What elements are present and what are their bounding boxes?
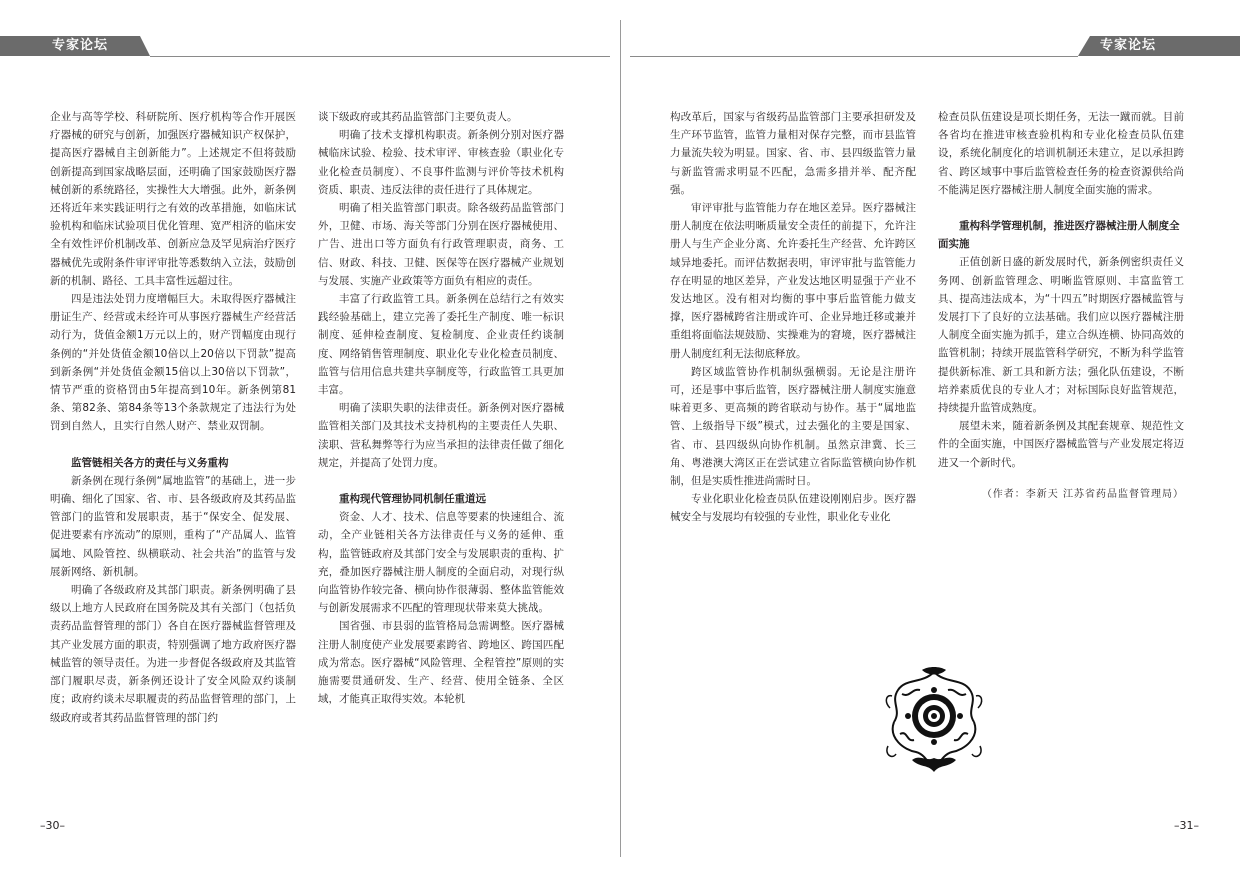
left-column-2 [318, 108, 564, 709]
paragraph: 明确了各级政府及其部门职责。新条例明确了县级以上地方人民政府在国务院及其有关部门（包括负责药品监督管理的部门）各自在医疗器械监督管理及其产业发展方面的职责，特别强调了地方政府医疗器械监管的领导责任。为进一步督促各级政府及其监管部门履职尽责，新条例还设计了安全风险双约谈制度；政府约谈未尽职履责的药品监督管理的部门，上级政府或者其药品监督管理的部门约 [50, 584, 296, 724]
paragraph: 正值创新日盛的新发展时代，新条例密织责任义务网、创新监管理念、明晰监管原则、丰富监管工具、提高违法成本，为“十四五”时期医疗器械监管与发展打下了良好的立法基础。我们应以医疗器械注册人制度全面实施为抓手，建立合纵连横、协同高效的监管机制；持续开展监管科学研究，不断为科学监管提供新标准、新工具和新方法；强化队伍建设，不断培养素质优良的专业人才；对标国际良好监管规范，持续提升监管成熟度。 [938, 256, 1184, 415]
section-heading: 监管链相关各方的责任与义务重构 [71, 456, 229, 469]
paragraph: 专业化职业化检查员队伍建设刚刚启步。医疗器械安全与发展均有较强的专业性，职业化专业化 [670, 493, 916, 524]
paragraph: 谈下级政府或其药品监管部门主要负责人。 [318, 111, 518, 123]
paragraph: 展望未来，随着新条例及其配套规章、规范性文件的全面实施，中国医疗器械监管与产业发展定将迈进又一个新时代。 [938, 420, 1184, 469]
right-column-2 [938, 108, 1184, 514]
page-number-right: –31– [1174, 819, 1199, 832]
paragraph: 资金、人才、技术、信息等要素的快速组合、流动，全产业链相关各方法律责任与义务的延伸、重构，监管链政府及其部门安全与发展职责的重构、扩充，叠加医疗器械注册人制度的全面启动，对现行纵向监管协作较完备、横向协作很薄弱、整体监管能效与创新发展需求不匹配的管理现状带来莫大挑战。 [318, 511, 564, 615]
header-rule-right [630, 56, 1078, 57]
paragraph: 检查员队伍建设是项长期任务，无法一蹴而就。目前各省均在推进审核查验机构和专业化检查员队伍建设，系统化制度化的培训机制还未建立，足以承担跨省、跨区域事中事后监管检查任务的检查资源供给尚不能满足医疗器械注册人制度全面实施的需求。 [938, 111, 1184, 196]
paragraph: 明确了渎职失职的法律责任。新条例对医疗器械监管相关部门及其技术支持机构的主要责任人失职、渎职、营私舞弊等行为应当承担的法律责任做了细化规定，并提高了处罚力度。 [318, 402, 564, 469]
paragraph: 构改革后，国家与省级药品监管部门主要承担研发及生产环节监管，监管力量相对保存完整，而市县监管力量流失较为明显。国家、省、市、县四级监管力量与新监管需求明显不匹配，急需多措并举、配齐配强。 [670, 111, 916, 196]
paragraph: 明确了相关监管部门职责。除各级药品监管部门外，卫健、市场、海关等部门分别在医疗器械使用、广告、进出口等方面负有行政管理职责，商务、工信、财政、科技、卫健、医保等在医疗器械产业规划与发展、实施产业政策等方面负有相应的责任。 [318, 202, 564, 287]
paragraph: 丰富了行政监管工具。新条例在总结行之有效实践经验基础上，建立完善了委托生产制度、唯一标识制度、延伸检查制度、复检制度、企业责任约谈制度、网络销售管理制度、职业化专业化检查员制度、监管与信用信息共建共享制度等，行政监管工具更加丰富。 [318, 293, 564, 397]
author-byline: （作者：李新天 江苏省药品监督管理局） [981, 488, 1184, 500]
paragraph: 四是违法处罚力度增幅巨大。未取得医疗器械注册证生产、经营或未经许可从事医疗器械生产经营活动行为，货值金额1万元以上的，财产罚幅度由现行条例的“并处货值金额10倍以上20倍以下罚款”提高到新条例“并处货值金额15倍以上30倍以下罚款”，情节严重的资格罚由5年提高到10年。新条例第81条、第82条、第84条等13个条款规定了违法行为处罚到自然人，且实行自然人财产、禁业双罚制。 [50, 293, 296, 433]
paragraph: 跨区域监管协作机制纵强横弱。无论是注册许可，还是事中事后监管，医疗器械注册人制度实施意味着更多、更高频的跨省联动与协作。基于“属地监管、上级指导下级”模式，过去强化的主要是国家、省、市、县四级纵向协作机制。虽然京津冀、长三角、粤港澳大湾区正在尝试建立省际监管横向协作机制，但是实质性推进尚需时日。 [670, 365, 916, 488]
paragraph: 审评审批与监管能力存在地区差异。医疗器械注册人制度在依法明晰质量安全责任的前提下，允许注册人与生产企业分离、允许委托生产经营、允许跨区域异地委托。而评估数据表明，审评审批与监管能力存在明显的地区差异，产业发达地区明显强于产业不发达地区。没有相对均衡的事中事后监管能力做支撑，医疗器械跨省注册或许可、企业异地迁移或兼并重组将面临法规鼓励、实操难为的窘境，医疗器械注册人制度红利无法彻底释放。 [670, 202, 916, 360]
paragraph: 国省强、市县弱的监管格局急需调整。医疗器械注册人制度使产业发展要素跨省、跨地区、跨国匹配成为常态。医疗器械“风险管理、全程管控”原则的实施需要贯通研发、生产、经营、使用全链条、全区域，才能真正取得实效。本轮机 [318, 620, 564, 706]
section-heading: 重构现代管理协同机制任重道远 [339, 493, 486, 506]
page-number-left: –30– [40, 819, 65, 832]
paragraph: 明确了技术支撑机构职责。新条例分别对医疗器械临床试验、检验、技术审评、审核查验（职业化专业化检查员制度）、不良事件监测与评价等技术机构资质、职责、违反法律的责任进行了具体规定。 [318, 129, 564, 196]
right-column-1 [670, 108, 916, 527]
section-heading: 重构科学管理机制，推进医疗器械注册人制度全面实施 [938, 220, 1180, 251]
decorative-ornament-icon [882, 664, 986, 776]
left-column-1 [50, 108, 296, 727]
section-label-right: 专家论坛 [1100, 38, 1157, 53]
page-gutter-divider [620, 20, 621, 857]
section-label-left: 专家论坛 [52, 38, 109, 53]
paragraph: 企业与高等学校、科研院所、医疗机构等合作开展医疗器械的研究与创新，加强医疗器械知识产权保护，提高医疗器械自主创新能力”。上述规定不但将鼓励创新提高到国家战略层面，还明确了国家鼓励医疗器械创新的系统路径，实操性大大增强。此外，新条例还将近年来实践证明行之有效的改革措施，如临床试验机构和临床试验项目优化管理、宽严相济的临床安全有效性评价机制改革、创新应急及罕见病治疗医疗器械优先或附条件审评审批等悉数纳入立法，鼓励创新的机制、路径、工具丰富性远超过往。 [50, 111, 296, 287]
header-rule-left [150, 56, 610, 57]
paragraph: 新条例在现行条例“属地监管”的基础上，进一步明确、细化了国家、省、市、县各级政府及其药品监管部门的监管和发展职责，基于“保安全、促发展、促进要素有序流动”的原则，重构了“产品属人、监管属地、风险管控、纵横联动、社会共治”的监管与发展新网络、新机制。 [50, 474, 296, 578]
